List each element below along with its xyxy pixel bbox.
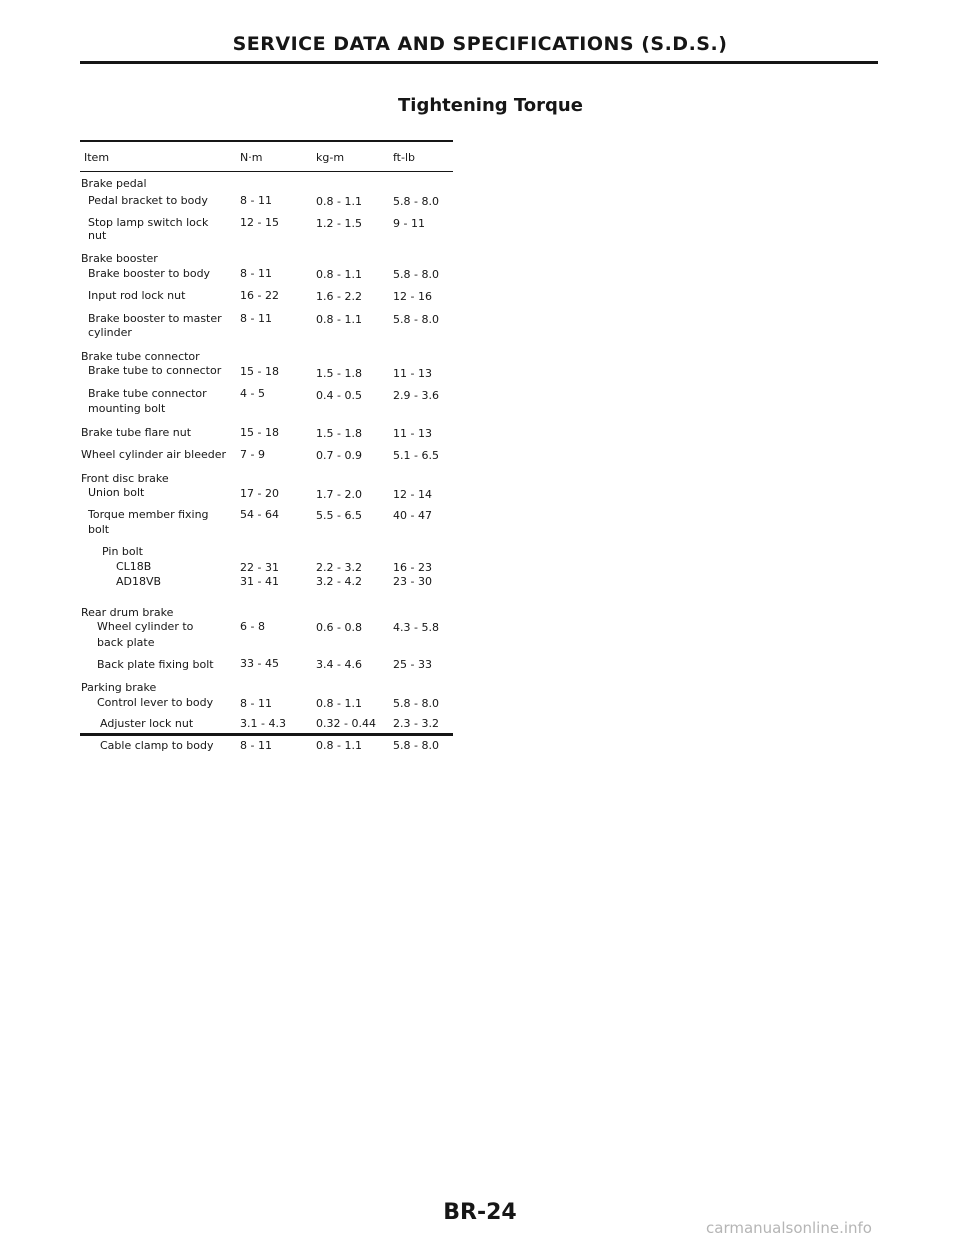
row-nm: 15 - 18 [240, 426, 279, 439]
row-nm: 3.1 - 4.3 [240, 717, 286, 730]
row-ftlb: 16 - 23 [393, 561, 432, 574]
page-header: SERVICE DATA AND SPECIFICATIONS (S.D.S.) [232, 33, 728, 55]
rule-head [80, 171, 453, 172]
row-ftlb: 5.8 - 8.0 [393, 195, 439, 208]
row-item: Torque member fixing [88, 508, 209, 521]
row-kgm: 0.8 - 1.1 [316, 195, 362, 208]
row-item: Union bolt [88, 486, 145, 499]
row-ftlb: 5.8 - 8.0 [393, 739, 439, 752]
row-item: Brake tube connector [88, 387, 207, 400]
row-item: CL18B [116, 560, 152, 573]
row-ftlb: 4.3 - 5.8 [393, 621, 439, 634]
header-ftlb: ft-lb [393, 151, 415, 164]
row-kgm: 3.4 - 4.6 [316, 658, 362, 671]
rule-top [80, 140, 453, 142]
header-nm: N·m [240, 151, 263, 164]
row-ftlb: 25 - 33 [393, 658, 432, 671]
row-nm: 17 - 20 [240, 487, 279, 500]
row-item: Brake booster to body [88, 267, 211, 280]
row-item: Brake tube to connector [88, 364, 222, 377]
row-ftlb: 11 - 13 [393, 427, 432, 440]
row-nm: 15 - 18 [240, 365, 279, 378]
page-number: BR-24 [443, 1200, 517, 1225]
row-nm: 54 - 64 [240, 508, 279, 521]
row-ftlb: 5.1 - 6.5 [393, 449, 439, 462]
row-item: Wheel cylinder to [97, 620, 194, 633]
row-kgm: 5.5 - 6.5 [316, 509, 362, 522]
row-kgm: 1.6 - 2.2 [316, 290, 362, 303]
row-kgm: 0.8 - 1.1 [316, 313, 362, 326]
row-ftlb: 12 - 14 [393, 488, 432, 501]
row-item: Stop lamp switch lock [88, 216, 209, 229]
row-nm: 8 - 11 [240, 267, 272, 280]
row-kgm: 1.5 - 1.8 [316, 367, 362, 380]
row-item: Brake tube flare nut [81, 426, 192, 439]
row-kgm: 0.8 - 1.1 [316, 697, 362, 710]
row-kgm: 0.8 - 1.1 [316, 739, 362, 752]
group-label: Brake booster [81, 252, 158, 265]
row-nm: 31 - 41 [240, 575, 279, 588]
row-item: Control lever to body [97, 696, 214, 709]
row-item: Adjuster lock nut [100, 717, 194, 730]
row-ftlb: 2.3 - 3.2 [393, 717, 439, 730]
row-kgm: 0.8 - 1.1 [316, 268, 362, 281]
row-nm: 12 - 15 [240, 216, 279, 229]
row-nm: 16 - 22 [240, 289, 279, 302]
row-nm: 8 - 11 [240, 739, 272, 752]
row-nm: 8 - 11 [240, 697, 272, 710]
row-nm: 22 - 31 [240, 561, 279, 574]
row-nm: 8 - 11 [240, 312, 272, 325]
row-item-cont: bolt [88, 523, 110, 536]
group-label: Brake tube connector [81, 350, 200, 363]
section-title: Tightening Torque [398, 95, 583, 116]
group-label: Front disc brake [81, 472, 169, 485]
row-nm: 6 - 8 [240, 620, 265, 633]
row-ftlb: 2.9 - 3.6 [393, 389, 439, 402]
row-kgm: 0.6 - 0.8 [316, 621, 362, 634]
row-kgm: 1.2 - 1.5 [316, 217, 362, 230]
row-ftlb: 5.8 - 8.0 [393, 313, 439, 326]
row-item: Brake booster to master [88, 312, 222, 325]
group-label: Rear drum brake [81, 606, 174, 619]
row-ftlb: 5.8 - 8.0 [393, 268, 439, 281]
row-item-cont: mounting bolt [88, 402, 166, 415]
row-item: AD18VB [116, 575, 162, 588]
row-ftlb: 9 - 11 [393, 217, 425, 230]
row-item: Pedal bracket to body [88, 194, 208, 207]
row-item-cont: back plate [97, 636, 155, 649]
row-kgm: 0.7 - 0.9 [316, 449, 362, 462]
row-nm: 4 - 5 [240, 387, 265, 400]
row-item: Pin bolt [102, 545, 143, 558]
row-item: Input rod lock nut [88, 289, 186, 302]
row-nm: 33 - 45 [240, 657, 279, 670]
row-kgm: 1.5 - 1.8 [316, 427, 362, 440]
header-rule [80, 61, 878, 64]
row-item: Back plate fixing bolt [97, 658, 214, 671]
row-kgm: 0.32 - 0.44 [316, 717, 376, 730]
header-item: Item [84, 151, 110, 164]
row-ftlb: 12 - 16 [393, 290, 432, 303]
row-kgm: 3.2 - 4.2 [316, 575, 362, 588]
row-kgm: 1.7 - 2.0 [316, 488, 362, 501]
row-ftlb: 23 - 30 [393, 575, 432, 588]
row-nm: 7 - 9 [240, 448, 265, 461]
rule-bottom [80, 733, 453, 736]
row-nm: 8 - 11 [240, 194, 272, 207]
row-item: Cable clamp to body [100, 739, 214, 752]
header-kgm: kg-m [316, 151, 345, 164]
row-kgm: 2.2 - 3.2 [316, 561, 362, 574]
row-item-cont: nut [88, 229, 107, 242]
row-ftlb: 5.8 - 8.0 [393, 697, 439, 710]
row-item-cont: cylinder [88, 326, 132, 339]
row-kgm: 0.4 - 0.5 [316, 389, 362, 402]
row-item: Wheel cylinder air bleeder [81, 448, 227, 461]
watermark: carmanualsonline.info [706, 1219, 872, 1237]
row-ftlb: 40 - 47 [393, 509, 432, 522]
row-ftlb: 11 - 13 [393, 367, 432, 380]
group-label: Brake pedal [81, 177, 147, 190]
group-label: Parking brake [81, 681, 157, 694]
